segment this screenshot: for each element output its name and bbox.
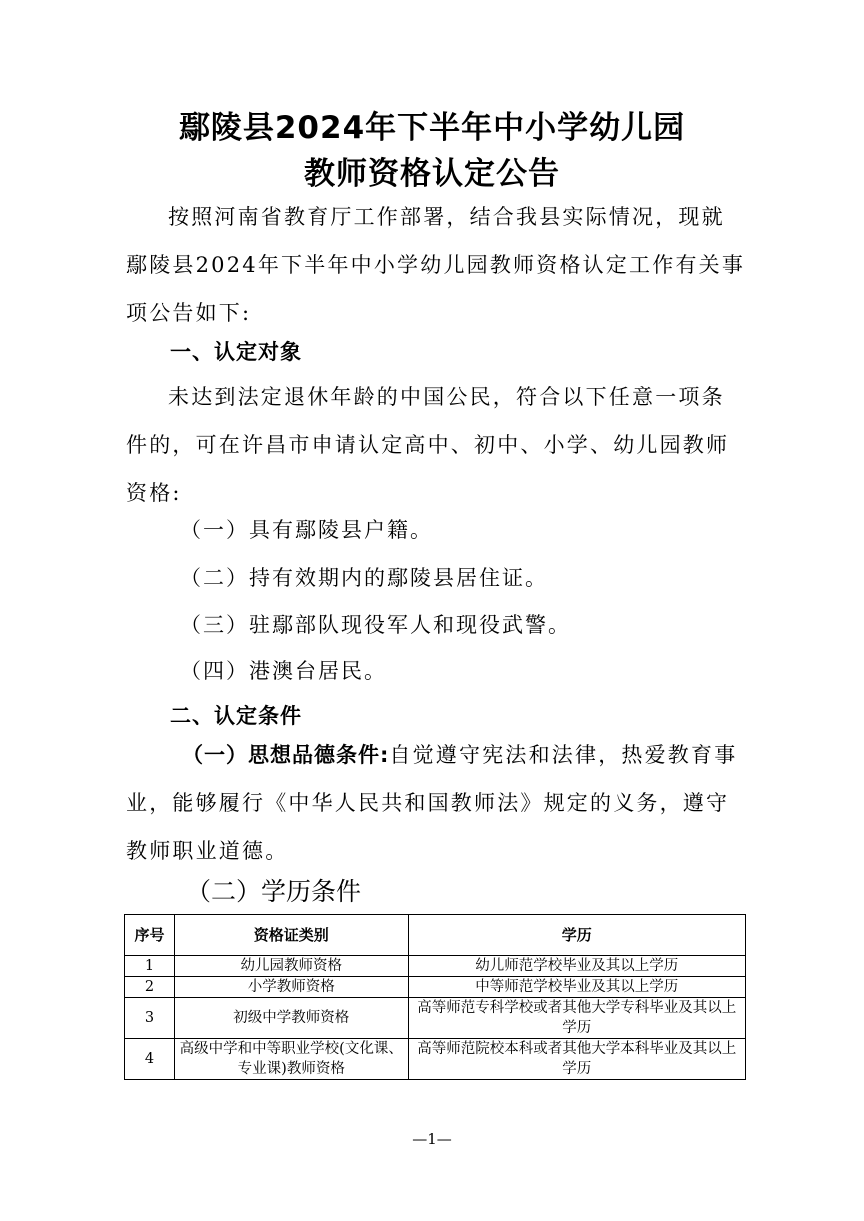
- row-certificate-type: 初级中学教师资格: [174, 998, 408, 1039]
- header-education: 学历: [408, 915, 745, 956]
- document-title-line-2: 教师资格认定公告: [304, 156, 560, 192]
- section-1-heading: 一、认定对象: [170, 340, 302, 364]
- row-education: 高等师范专科学校或者其他大学专科毕业及其以上学历: [408, 998, 745, 1039]
- table-row: [125, 977, 746, 998]
- eligibility-item-1: （一）具有鄢陵县户籍。: [180, 518, 433, 542]
- education-condition-heading: （二）学历条件: [186, 877, 362, 906]
- education-requirements-table: [124, 914, 746, 1080]
- row-index: 2: [125, 977, 175, 998]
- row-education: 高等师范院校本科或者其他大学本科毕业及其以上学历: [408, 1039, 745, 1080]
- intro-paragraph: 按照河南省教育厅工作部署，结合我县实际情况，现就鄢陵县2024年下半年中小学幼儿园教师资格认定工作有关事项公告如下:: [126, 205, 746, 325]
- table-row: [125, 1039, 746, 1080]
- row-education: 幼儿师范学校毕业及其以上学历: [408, 956, 745, 977]
- table-row: [125, 998, 746, 1039]
- section-2-heading: 二、认定条件: [170, 704, 302, 728]
- moral-condition-body: 自觉遵守宪法和法律，热爱教育事业，能够履行《中华人民共和国教师法》规定的义务，遵守教师职业道德。: [126, 743, 738, 863]
- header-certificate-type: 资格证类别: [174, 915, 408, 956]
- row-index: 1: [125, 956, 175, 977]
- table-header-row: [125, 915, 746, 956]
- header-index: 序号: [125, 915, 175, 956]
- row-education: 中等师范学校毕业及其以上学历: [408, 977, 745, 998]
- page-number: —1—: [412, 1130, 452, 1148]
- row-certificate-type: 小学教师资格: [174, 977, 408, 998]
- row-index: 3: [125, 998, 175, 1039]
- row-index: 4: [125, 1039, 175, 1080]
- eligibility-item-3: （三）驻鄢部队现役军人和现役武警。: [180, 613, 571, 637]
- moral-condition-label: （一）思想品德条件:: [182, 743, 390, 767]
- moral-condition-paragraph: [126, 731, 746, 875]
- section-1-body: 未达到法定退休年龄的中国公民，符合以下任意一项条件的，可在许昌市申请认定高中、初中、小学、幼儿园教师资格:: [126, 385, 730, 505]
- row-certificate-type: 高级中学和中等职业学校(文化课、专业课)教师资格: [174, 1039, 408, 1080]
- table-row: [125, 956, 746, 977]
- eligibility-item-2: （二）持有效期内的鄢陵县居住证。: [180, 566, 548, 590]
- row-certificate-type: 幼儿园教师资格: [174, 956, 408, 977]
- document-title-line-1: 鄢陵县2024年下半年中小学幼儿园: [178, 110, 686, 146]
- eligibility-item-4: （四）港澳台居民。: [180, 659, 387, 683]
